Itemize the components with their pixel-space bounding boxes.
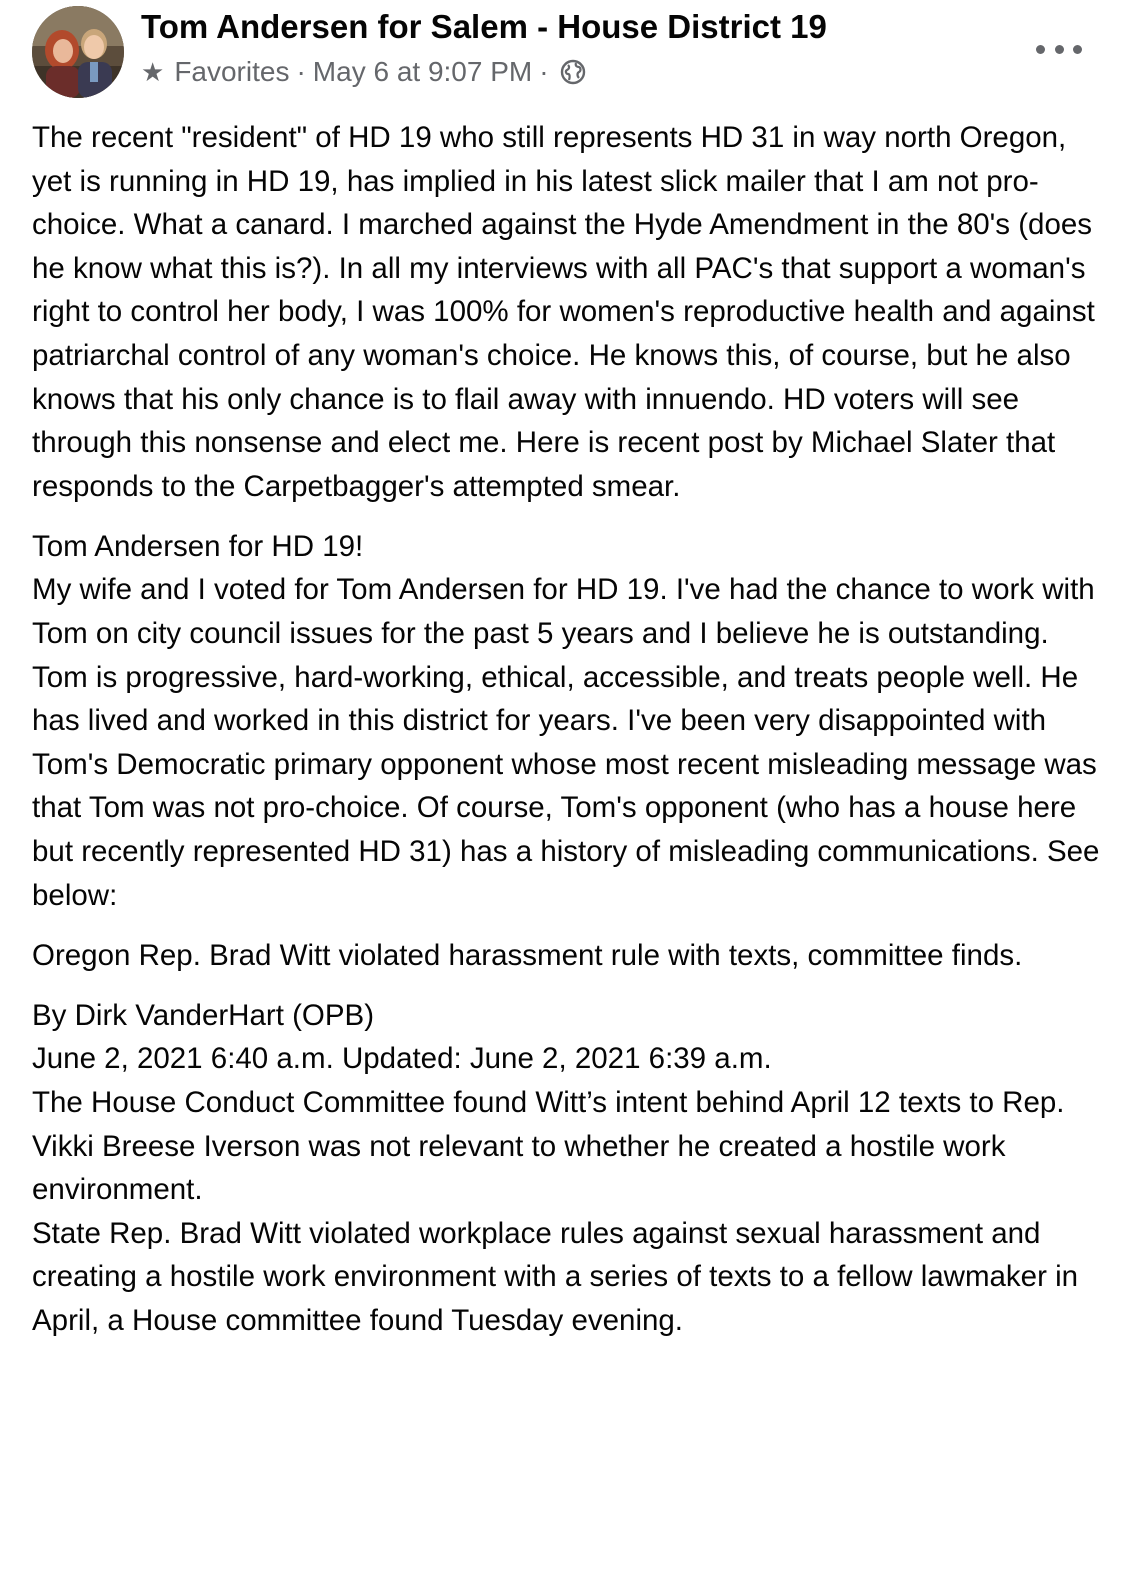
shared-post-title: Tom Andersen for HD 19!	[32, 529, 364, 563]
audience-label[interactable]: Favorites	[174, 56, 290, 87]
article-lead: State Rep. Brad Witt violated workplace rules against sexual harassment and creating a hostile work environment with a series of texts to a fellow lawmaker in April, a House committee found Tuesday evening.	[32, 1216, 1079, 1337]
post-header	[0, 0, 1138, 110]
more-options-icon[interactable]	[1036, 38, 1082, 60]
article-byline: By Dirk VanderHart (OPB)	[32, 998, 375, 1032]
post-body	[32, 116, 1112, 1343]
more-dot	[1036, 45, 1045, 54]
meta-separator-2: ·	[539, 56, 549, 87]
post-paragraph-intro: The recent "resident" of HD 19 who still represents HD 31 in way north Oregon, yet is running in HD 19, has implied in his latest slick mailer that I am not pro-choice. What a canard. I marched against the Hyde Amendment in the 80's (does he know what this is?). In all my interviews with all PAC's that support a woman's right to control her body, I was 100% for women's reproductive health and against patriarchal control of any woman's choice. He knows this, of course, but he also knows that his only chance is to flail away with innuendo. HD voters will see through this nonsense and elect me. Here is recent post by Michael Slater that responds to the Carpetbagger's attempted smear.	[32, 121, 1095, 503]
globe-icon[interactable]	[560, 59, 586, 85]
post-timestamp[interactable]: May 6 at 9:07 PM	[312, 56, 533, 87]
avatar-photo	[32, 6, 124, 98]
star-icon: ★	[141, 57, 165, 87]
page-name-link[interactable]: Tom Andersen for Salem - House District 19	[141, 8, 827, 45]
more-dot	[1073, 45, 1082, 54]
shared-post-paragraph: My wife and I voted for Tom Andersen for HD 19. I've had the chance to work with Tom on city council issues for the past 5 years and I believe he is outstanding. Tom is progressive, hard-working, ethical, accessible, and treats people well. He has lived and worked in this district for years. I've been very disappointed with Tom's Democratic primary opponent whose most recent misleading message was that Tom was not pro-choice. Of course, Tom's opponent (who has a house here but recently represented HD 31) has a history of misleading communications. See below:	[32, 573, 1100, 912]
article-headline: Oregon Rep. Brad Witt violated harassment rule with texts, committee finds.	[32, 938, 1023, 972]
article-dateline: June 2, 2021 6:40 a.m. Updated: June 2, 2021 6:39 a.m.	[32, 1042, 772, 1076]
page-avatar[interactable]	[32, 6, 124, 98]
meta-separator: ·	[296, 56, 306, 87]
article-summary: The House Conduct Committee found Witt’s intent behind April 12 texts to Rep. Vikki Breese Iverson was not relevant to whether he created a hostile work environment.	[32, 1085, 1065, 1207]
more-dot	[1055, 45, 1064, 54]
post-meta	[141, 54, 586, 90]
